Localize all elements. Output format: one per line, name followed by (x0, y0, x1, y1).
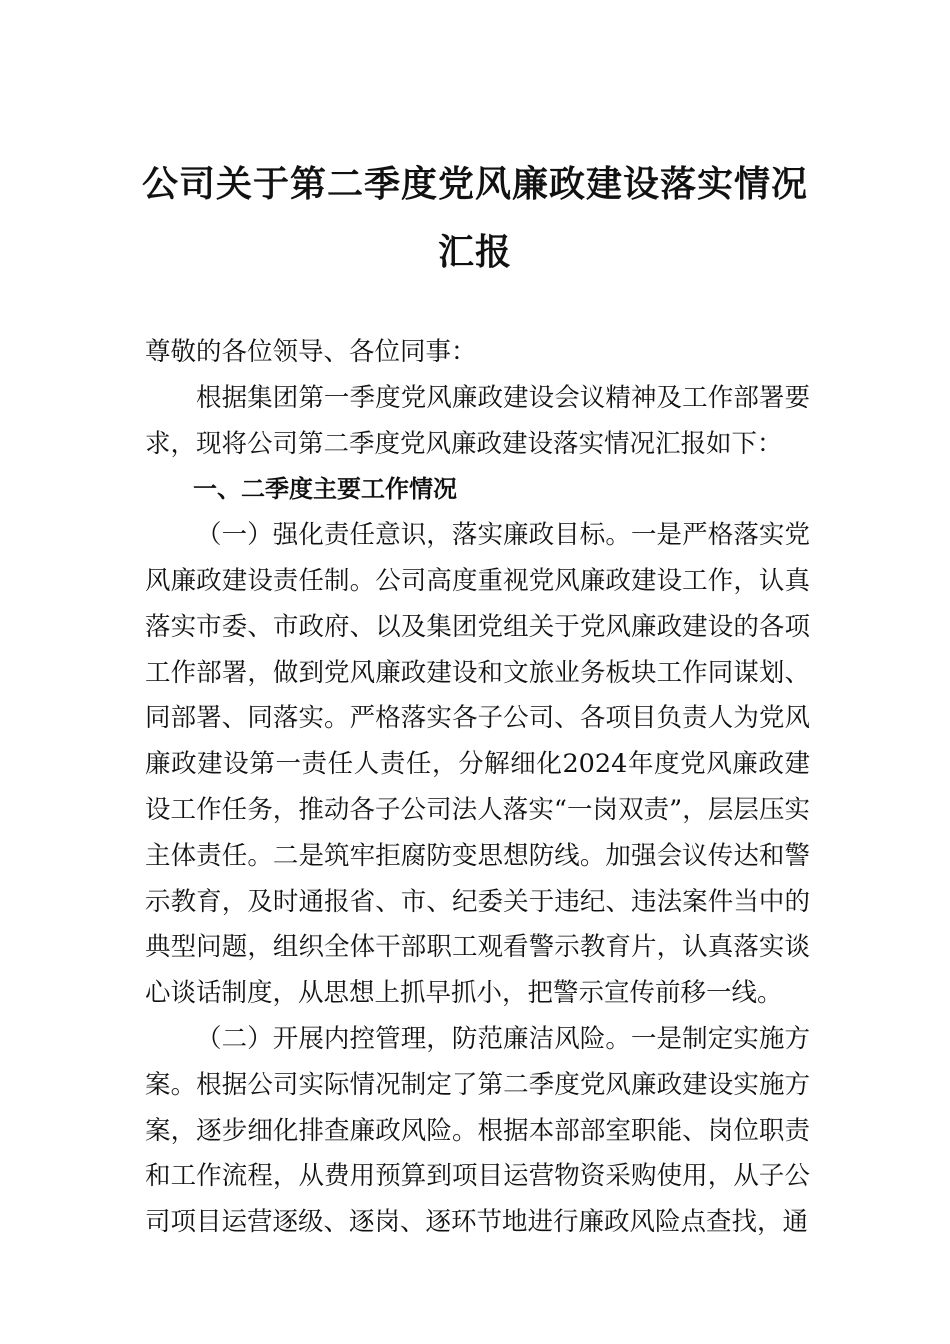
document-body (145, 330, 810, 1246)
body-paragraph-2: （二）开展内控管理，防范廉洁风险。一是制定实施方案。根据公司实际情况制定了第二季度党风廉政建设实施方案，逐步细化排查廉政风险。根据本部部室职能、岗位职责和工作流程，从费用预算到项目运营物资采购使用，从子公司项目运营逐级、逐岗、逐环节地进行廉政风险点查找，通 (145, 1023, 810, 1238)
section-heading: 一、二季度主要工作情况 (193, 475, 457, 504)
intro-paragraph: 根据集团第一季度党风廉政建设会议精神及工作部署要求，现将公司第二季度党风廉政建设落实情况汇报如下： (145, 382, 810, 459)
document-title-line-2: 汇报 (437, 231, 512, 273)
document-title-line-1: 公司关于第二季度党风廉政建设落实情况 (141, 163, 808, 205)
body-paragraph-1: （一）强化责任意识，落实廉政目标。一是严格落实党风廉政建设责任制。公司高度重视党风廉政建设工作，认真落实市委、市政府、以及集团党组关于党风廉政建设的各项工作部署，做到党风廉政建设和文旅业务板块工作同谋划、同部署、同落实。严格落实各子公司、各项目负责人为党风廉政建设第一责任人责任，分解细化2024年度党风廉政建设工作任务，推动各子公司法人落实“一岗双责”，层层压实主体责任。二是筑牢拒腐防变思想防线。加强会议传达和警示教育，及时通报省、市、纪委关于违纪、违法案件当中的典型问题，组织全体干部职工观看警示教育片，认真落实谈心谈话制度，从思想上抓早抓小，把警示宣传前移一线。 (145, 520, 810, 1009)
salutation: 尊敬的各位领导、各位同事： (145, 337, 477, 367)
